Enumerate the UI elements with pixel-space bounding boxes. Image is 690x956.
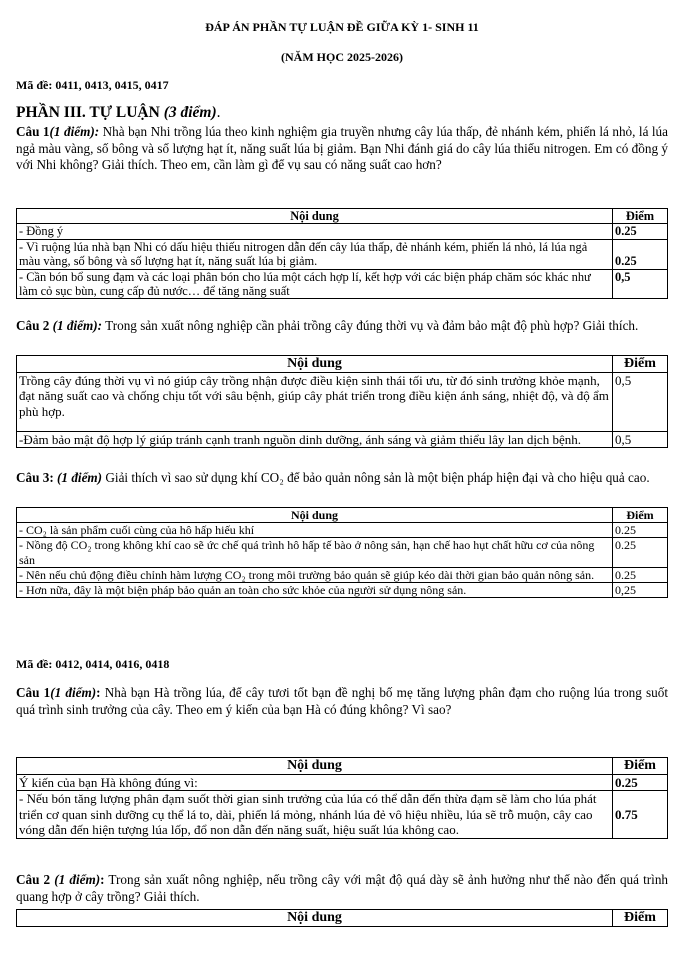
score-cell: 0.25 [613, 523, 668, 538]
content-cell: - Nếu bón tăng lượng phân đạm suốt thời gian sinh trưởng của lúa có thể dẫn đến thừa đạm sẽ làm cho lúa phát triển cơ quan sinh dưỡng cụ thể lá to, dài, phiến lá mỏng, nhánh lúa đẻ vô hiệu nhiều, lúa sẽ trỗ muộn, cây cao vóng dẫn đến hiện tượng lúa lốp, đổ non dẫn đến năng suất, hiệu suất lúa không cao. [17, 791, 613, 839]
content-cell: - Đồng ý [17, 224, 613, 239]
col-score-header: Điểm [613, 209, 668, 224]
score-cell: 0,5 [613, 431, 668, 448]
part-heading: PHẦN III. TỰ LUẬN (3 điểm). [16, 104, 221, 121]
set1-question-3: Câu 3: (1 điểm) Giải thích vì sao sử dụng khí CO₂ để bảo quản nông sản là một biện pháp hiện đại và cho hiệu quả cao. [16, 470, 650, 485]
content-cell: Nội dung [17, 356, 613, 373]
doc-subtitle: (NĂM HỌC 2025-2026) [281, 50, 403, 64]
score-cell: 0.25 [613, 224, 668, 239]
table-row [17, 774, 668, 791]
content-cell: - Nồng độ CO₂ trong không khí cao sẽ ức chế quá trình hô hấp tế bào ở nông sản, hạn chế hao hụt chất hữu cơ của nông sản [17, 538, 613, 567]
exam-code-set-1: Mã đề: 0411, 0413, 0415, 0417 [16, 78, 169, 92]
score-cell: 0.25 [613, 538, 668, 567]
score-cell: 0,25 [613, 583, 668, 598]
content-cell: Nội dung [17, 758, 613, 775]
col-content-header: Nội dung [17, 209, 613, 224]
content-cell: Nội dung [17, 910, 613, 927]
content-cell: - Hơn nữa, đây là một biện pháp bảo quản an toàn cho sức khỏe của người sử dụng nông sản. [17, 583, 613, 598]
table-row [17, 791, 668, 839]
score-cell: 0.75 [613, 791, 668, 839]
score-cell: Điểm [613, 758, 668, 775]
table-row [17, 224, 668, 239]
score-cell: 0.25 [613, 239, 668, 269]
table-row [17, 372, 668, 431]
score-cell: 0.25 [613, 774, 668, 791]
score-cell: Điểm [613, 910, 668, 927]
score-cell: Điểm [613, 356, 668, 373]
score-cell: 0,5 [613, 269, 668, 299]
doc-title: ĐÁP ÁN PHẦN TỰ LUẬN ĐỀ GIỮA KỲ 1- SINH 11 [205, 20, 479, 34]
content-cell: Trồng cây đúng thời vụ vì nó giúp cây trồng nhận được điều kiện sinh thái tối ưu, từ đó sinh trưởng khỏe mạnh, đạt năng suất cao và chống chịu tốt với sâu bệnh, giúp cây phát triển trong điều kiện ánh sáng, nhiệt độ, và độ ẩm phù hợp. [17, 372, 613, 431]
set1-q1-table [16, 208, 668, 299]
set1-q3-table [16, 507, 668, 598]
table-row [17, 523, 668, 538]
score-cell: 0.25 [613, 567, 668, 582]
table-row [17, 567, 668, 582]
set2-q1-table [16, 757, 668, 839]
score-cell: Điểm [613, 508, 668, 523]
content-cell: Nội dung [17, 508, 613, 523]
part-points: (3 điểm) [163, 104, 217, 121]
table-row [17, 239, 668, 269]
content-cell: Ý kiến của bạn Hà không đúng vì: [17, 774, 613, 791]
set1-q2-table [16, 355, 668, 448]
content-cell: - CO₂ là sản phẩm cuối cùng của hô hấp hiếu khí [17, 523, 613, 538]
content-cell: - Nên nếu chủ động điều chỉnh hàm lượng CO₂ trong môi trường bảo quản sẽ giúp kéo dài thời gian bảo quản nông sản. [17, 567, 613, 582]
exam-code-set-2: Mã đề: 0412, 0414, 0416, 0418 [16, 657, 170, 671]
set2-question-1: Câu 1(1 điểm): Nhà bạn Hà trồng lúa, để cây tươi tốt bạn đề nghị bố mẹ tăng lượng phân đạm cho ruộng lúa trong suốt quá trình sinh trưởng của cây. Theo em ý kiến của bạn Hà có đúng không? Vì sao? [16, 685, 669, 717]
table-row [17, 583, 668, 598]
set1-question-1: Câu 1(1 điểm): Nhà bạn Nhi trồng lúa theo kinh nghiệm gia truyền nhưng cây lúa thấp, đẻ nhánh kém, phiến lá nhỏ, lá lúa ngả màu vàng, số bông và số lượng hạt ít, năng suất lúa bị giảm. Bạn Nhi đánh giá do cây lúa thiếu nitrogen. Em có đồng ý với Nhi không? Giải thích. Theo em, cần làm gì để vụ sau có năng suất cao hơn? [16, 124, 669, 172]
table-row [17, 431, 668, 448]
content-cell: - Vì ruộng lúa nhà bạn Nhi có dấu hiệu thiếu nitrogen dẫn đến cây lúa thấp, đẻ nhánh kém, phiến lá nhỏ, lá lúa ngả màu vàng, số bông và số lượng hạt ít, năng suất lúa bị giảm. [17, 239, 613, 269]
set2-question-2: Câu 2 (1 điểm): Trong sản xuất nông nghiệp, nếu trồng cây với mật độ quá dày sẽ ảnh hưởng như thế nào đến quá trình quang hợp ở cây trồng? Giải thích. [16, 872, 669, 904]
score-cell: 0,5 [613, 372, 668, 431]
table-row [17, 269, 668, 299]
table-row [17, 538, 668, 567]
set2-q2-table [16, 909, 668, 927]
set1-question-2: Câu 2 (1 điểm): Trong sản xuất nông nghiệp cần phải trồng cây đúng thời vụ và đảm bảo mật độ phù hợp? Giải thích. [16, 318, 639, 333]
content-cell: -Đảm bảo mật độ hợp lý giúp tránh cạnh tranh nguồn dinh dưỡng, ánh sáng và giảm thiểu lây lan dịch bệnh. [17, 431, 613, 448]
content-cell: - Cần bón bổ sung đạm và các loại phân bón cho lúa một cách hợp lí, kết hợp với các biện pháp chăm sóc khác như làm cỏ sục bùn, cung cấp đủ nước… để tăng năng suất [17, 269, 613, 299]
